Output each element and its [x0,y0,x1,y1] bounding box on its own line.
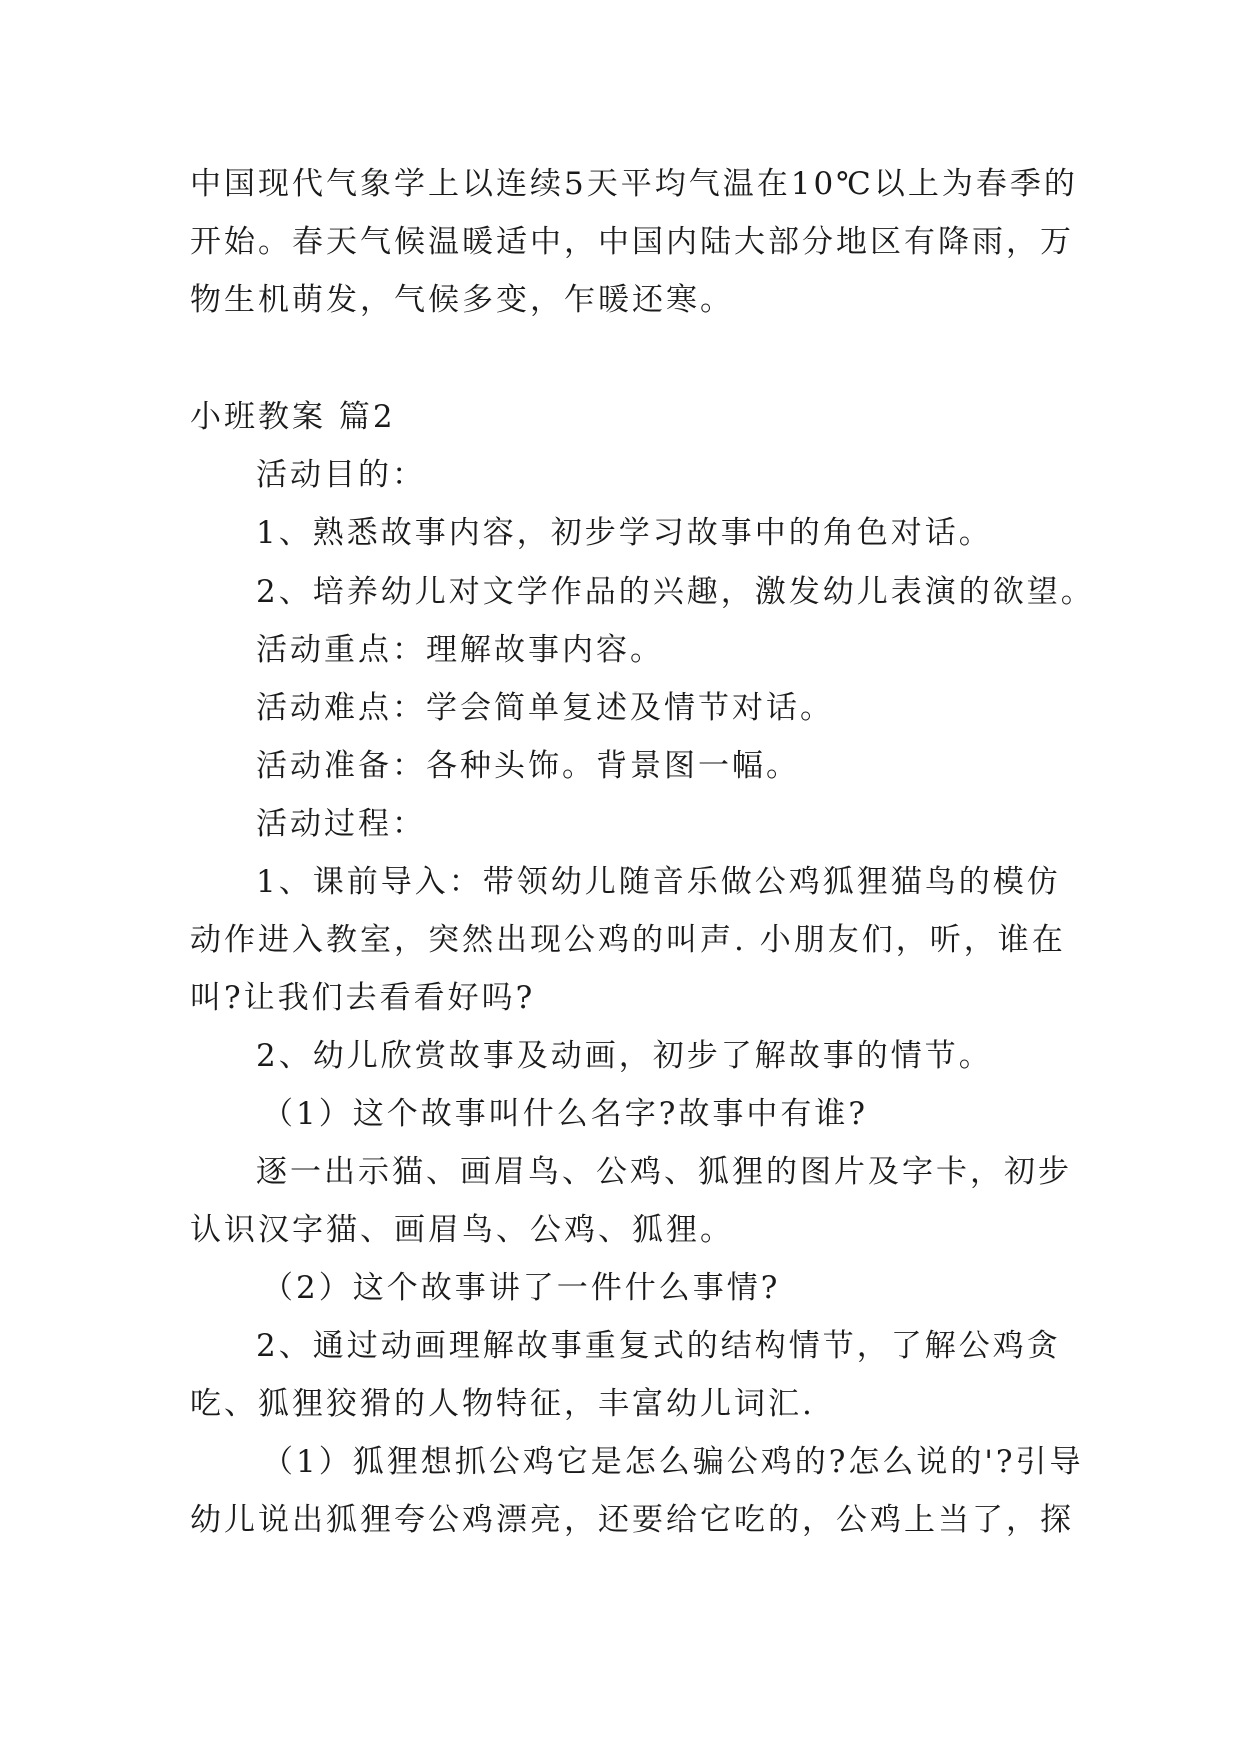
paragraph-line: 认识汉字猫、画眉鸟、公鸡、狐狸。 [190,1212,734,1248]
paragraph-line: 幼儿说出狐狸夸公鸡漂亮，还要给它吃的，公鸡上当了，探 [190,1502,1074,1538]
paragraph-line: 2、幼儿欣赏故事及动画，初步了解故事的情节。 [256,1038,993,1074]
paragraph-line: 活动准备：各种头饰。背景图一幅。 [256,748,800,784]
intro-line: 开始。春天气候温暖适中，中国内陆大部分地区有降雨，万 [190,224,1074,260]
paragraph-line: 1、熟悉故事内容，初步学习故事中的角色对话。 [256,515,993,551]
paragraph-line: 动作进入教室，突然出现公鸡的叫声. 小朋友们，听，谁在 [190,922,1066,958]
section-title: 小班教案 篇2 [190,399,396,435]
intro-line: 中国现代气象学上以连续5天平均气温在10℃以上为春季的 [190,166,1078,202]
paragraph-line: （1）这个故事叫什么名字?故事中有谁? [262,1096,868,1132]
paragraph-line: 2、通过动画理解故事重复式的结构情节，了解公鸡贪 [256,1328,1061,1364]
paragraph-line: （1）狐狸想抓公鸡它是怎么骗公鸡的?怎么说的'?引导 [262,1444,1084,1480]
paragraph-line: 叫?让我们去看看好吗? [190,980,536,1016]
paragraph-line: 1、课前导入：带领幼儿随音乐做公鸡狐狸猫鸟的模仿 [256,864,1061,900]
paragraph-line: （2）这个故事讲了一件什么事情? [262,1270,781,1306]
paragraph-line: 活动难点：学会简单复述及情节对话。 [256,690,834,726]
paragraph-line: 活动目的： [256,457,426,493]
paragraph-line: 吃、狐狸狡猾的人物特征，丰富幼儿词汇. [190,1386,815,1422]
paragraph-line: 活动重点：理解故事内容。 [256,632,664,668]
intro-line: 物生机萌发，气候多变，乍暖还寒。 [190,282,734,318]
paragraph-line: 活动过程： [256,806,426,842]
paragraph-line: 2、培养幼儿对文学作品的兴趣，激发幼儿表演的欲望。 [256,574,1095,610]
paragraph-line: 逐一出示猫、画眉鸟、公鸡、狐狸的图片及字卡，初步 [256,1154,1072,1190]
